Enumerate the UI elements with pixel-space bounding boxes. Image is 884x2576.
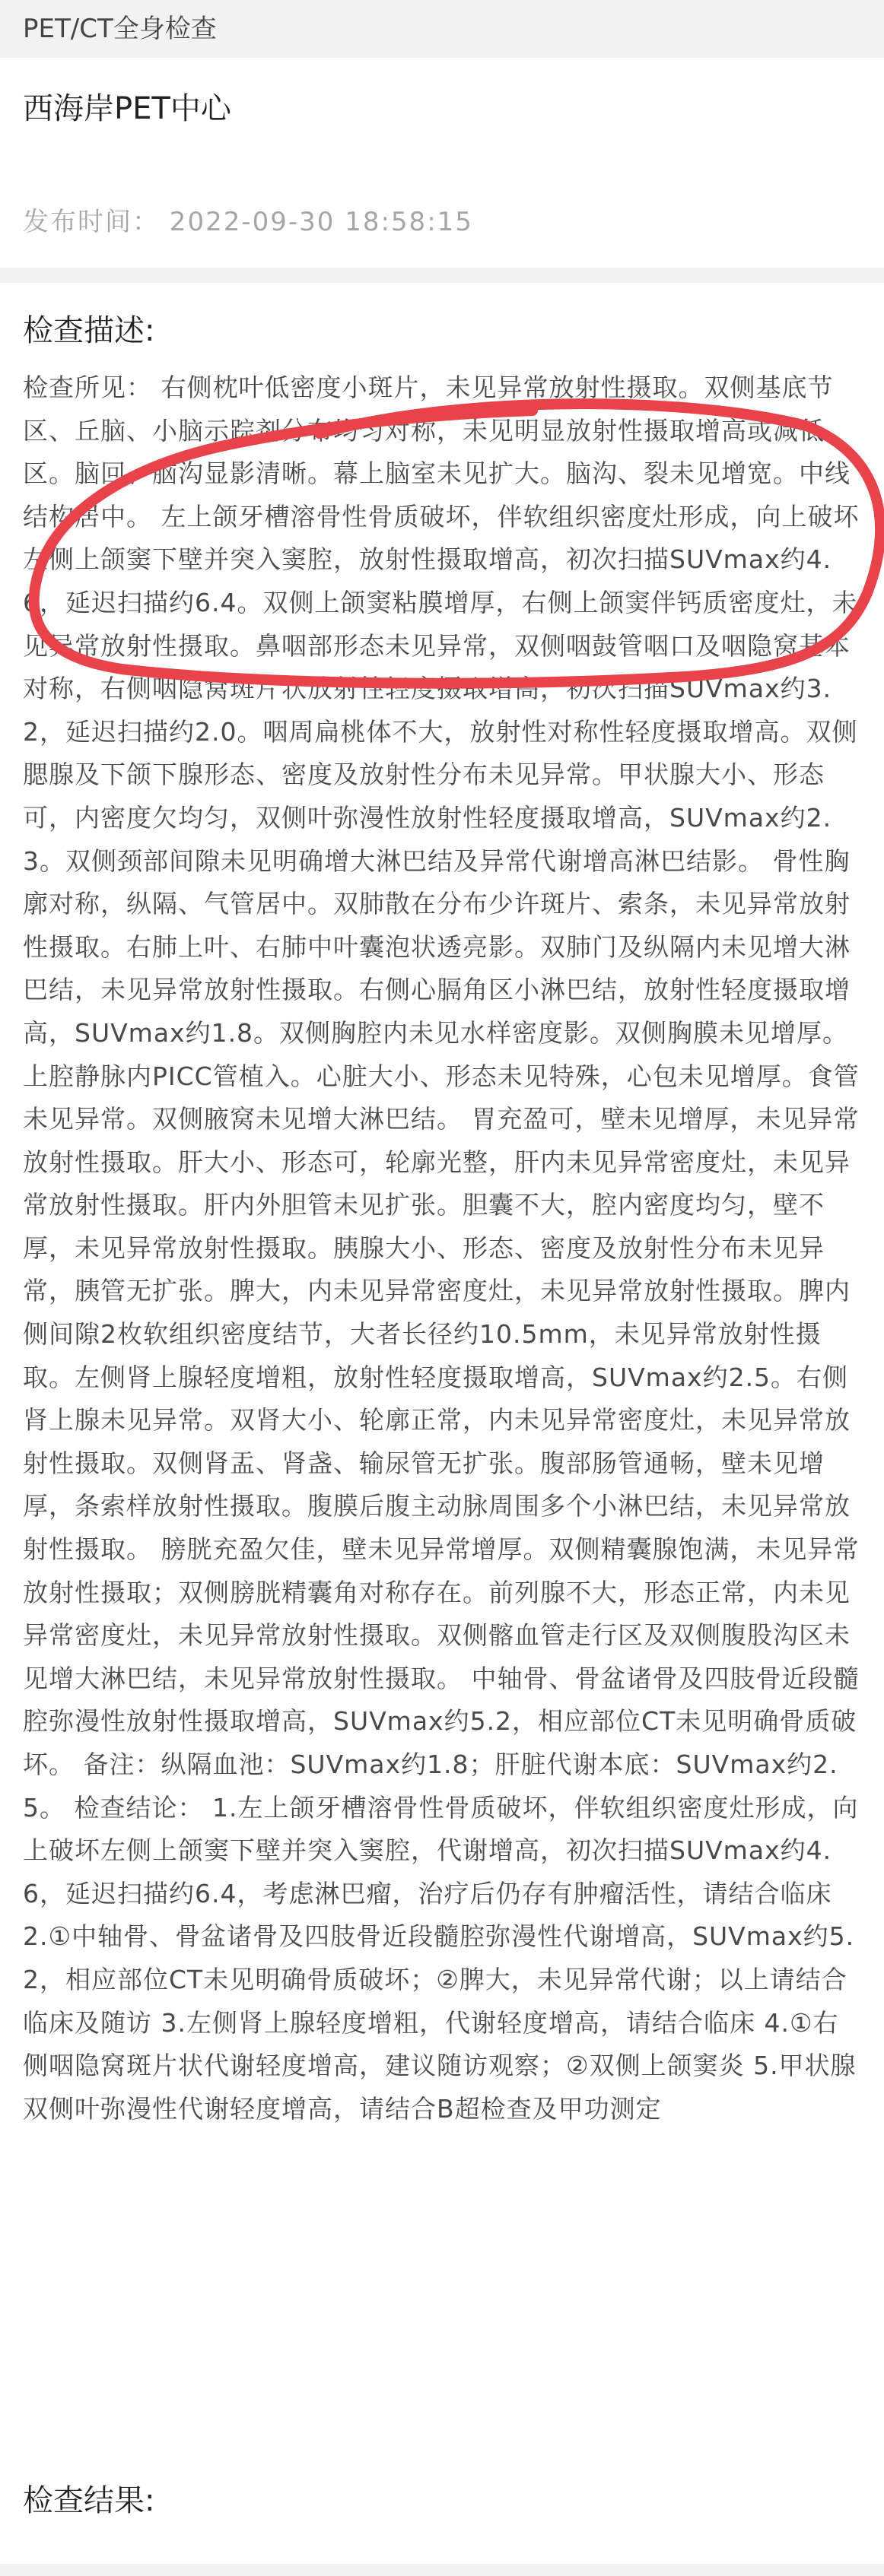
center-name: 西海岸PET中心 bbox=[23, 91, 231, 126]
report-body-card bbox=[0, 283, 884, 2564]
top-bar bbox=[0, 0, 884, 58]
page-title: PET/CT全身检查 bbox=[23, 14, 217, 44]
result-heading: 检查结果: bbox=[23, 2483, 155, 2518]
report-header-card bbox=[0, 58, 884, 268]
publish-time: 发布时间： 2022-09-30 18:58:15 bbox=[23, 207, 473, 237]
description-text: 检查所见： 右侧枕叶低密度小斑片，未见异常放射性摄取。双侧基底节区、丘脑、小脑示踪剂分布均匀对称，未见明显放射性摄取增高或减低区。脑回、脑沟显影清晰。幕上脑室未见扩大。脑沟、裂未见增宽。中线结构居中。 左上颌牙槽溶骨性骨质破坏，伴软组织密度灶形成，向上破坏左侧上颌窦下壁并突入窦腔，放射性摄取增高，初次扫描SUVmax约4.6，延迟扫描约6.4。双侧上颌窦粘膜增厚，右侧上颌窦伴钙质密度灶，未见异常放射性摄取。鼻咽部形态未见异常，双侧咽鼓管咽口及咽隐窝基本对称，右侧咽隐窝斑片状放射性轻度摄取增高，初次扫描SUVmax约3.2，延迟扫描约2.0。咽周扁桃体不大，放射性对称性轻度摄取增高。双侧腮腺及下颌下腺形态、密度及放射性分布未见异常。甲状腺大小、形态可，内密度欠均匀，双侧叶弥漫性放射性轻度摄取增高，SUVmax约2.3。双侧颈部间隙未见明确增大淋巴结及异常代谢增高淋巴结影。 骨性胸廓对称，纵隔、气管居中。双肺散在分布少许斑片、索条，未见异常放射性摄取。右肺上叶、右肺中叶囊泡状透亮影。双肺门及纵隔内未见增大淋巴结，未见异常放射性摄取。右侧心膈角区小淋巴结，放射性轻度摄取增高，SUVmax约1.8。双侧胸腔内未见水样密度影。双侧胸膜未见增厚。上腔静脉内PICC管植入。心脏大小、形态未见特殊，心包未见增厚。食管未见异常。双侧腋窝未见增大淋巴结。 胃充盈可，壁未见增厚，未见异常放射性摄取。肝大小、形态可，轮廓光整，肝内未见异常密度灶，未见异常放射性摄取。肝内外胆管未见扩张。胆囊不大，腔内密度均匀，壁不厚，未见异常放射性摄取。胰腺大小、形态、密度及放射性分布未见异常，胰管无扩张。脾大，内未见异常密度灶，未见异常放射性摄取。脾内侧间隙2枚软组织密度结节，大者长径约10.5mm，未见异常放射性摄取。左侧肾上腺轻度增粗，放射性轻度摄取增高，SUVmax约2.5。右侧肾上腺未见异常。双肾大小、轮廓正常，内未见异常密度灶，未见异常放射性摄取。双侧肾盂、肾盏、输尿管无扩张。腹部肠管通畅，壁未见增厚，条索样放射性摄取。腹膜后腹主动脉周围多个小淋巴结，未见异常放射性摄取。 膀胱充盈欠佳，壁未见异常增厚。双侧精囊腺饱满，未见异常放射性摄取；双侧膀胱精囊角对称存在。前列腺不大，形态正常，内未见异常密度灶，未见异常放射性摄取。双侧髂血管走行区及双侧腹股沟区未见增大淋巴结，未见异常放射性摄取。 中轴骨、骨盆诸骨及四肢骨近段髓腔弥漫性放射性摄取增高，SUVmax约5.2，相应部位CT未见明确骨质破坏。 备注：纵隔血池：SUVmax约1.8；肝脏代谢本底：SUVmax约2.5。 检查结论： 1.左上颌牙槽溶骨性骨质破坏，伴软组织密度灶形成，向上破坏左侧上颌窦下壁并突入窦腔，代谢增高，初次扫描SUVmax约4.6，延迟扫描约6.4，考虑淋巴瘤，治疗后仍存有肿瘤活性，请结合临床 2.①中轴骨、骨盆诸骨及四肢骨近段髓腔弥漫性代谢增高，SUVmax约5.2，相应部位CT未见明确骨质破坏；②脾大，未见异常代谢；以上请结合临床及随访 3.左侧肾上腺轻度增粗，代谢轻度增高，请结合临床 4.①右侧咽隐窝斑片状代谢轻度增高，建议随访观察；②双侧上颌窦炎 5.甲状腺双侧叶弥漫性代谢轻度增高，请结合B超检查及甲功测定 bbox=[23, 373, 860, 2124]
description-heading: 检查描述: bbox=[23, 313, 155, 348]
